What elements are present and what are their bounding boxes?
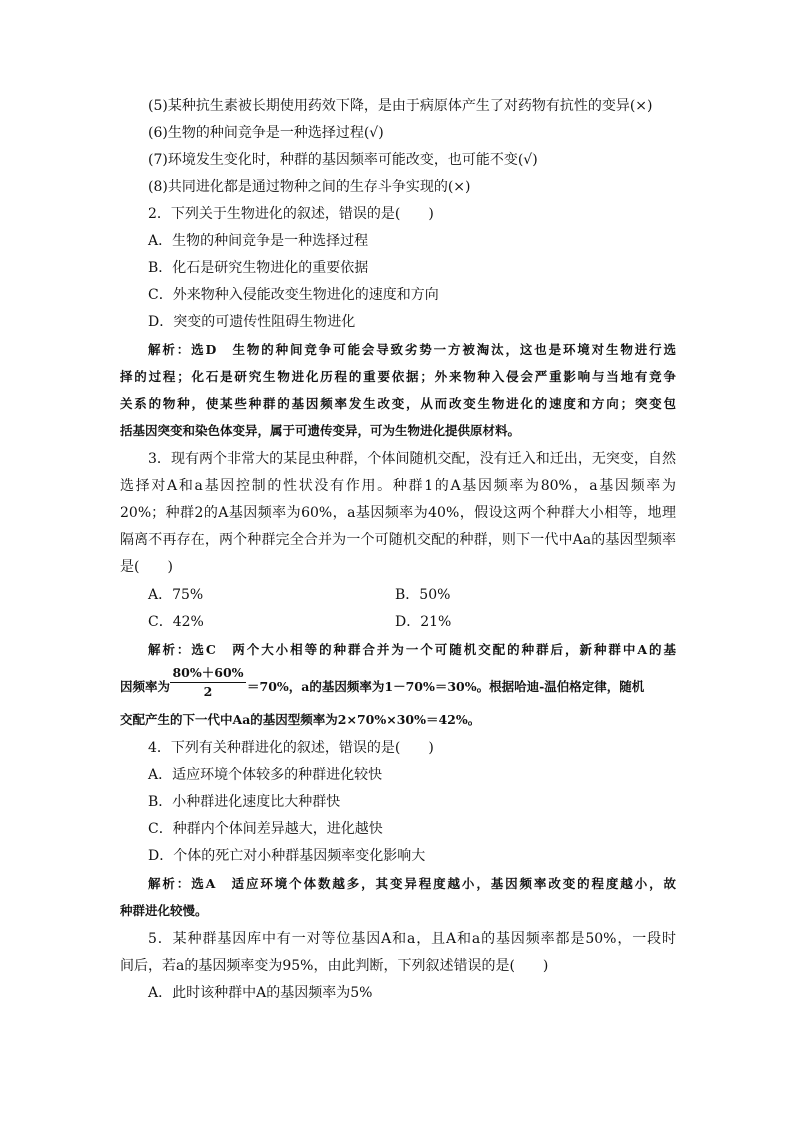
question-2-solution-line-3: 关系的物种，使某些种群的基因频率发生改变，从而改变生物进化的速度和方向；突变包 (120, 396, 676, 411)
statement-8: (8)共同进化都是通过物种之间的生存斗争实现的(×) (148, 179, 471, 195)
question-3-option-a: A．75% (148, 587, 204, 603)
question-2-stem: 2．下列关于生物进化的叙述，错误的是( ) (148, 206, 434, 222)
question-4-stem: 4．下列有关种群进化的叙述，错误的是( ) (148, 740, 434, 756)
question-4-option-b: B．小种群进化速度比大种群快 (148, 794, 341, 810)
question-4-option-d: D．个体的死亡对小种群基因频率变化影响大 (148, 848, 426, 864)
question-2-option-a: A．生物的种间竞争是一种选择过程 (148, 233, 369, 249)
question-2-solution-line-1: 解析：选D 生物的种间竞争可能会导致劣势一方被淘汰，这也是环境对生物进行选 (148, 342, 676, 357)
question-3-solution-line-2-end: ＝70%，a的基因频率为1－70%＝30%。根据哈迪-温伯格定律，随机 (247, 679, 645, 694)
question-3-solution-line-3: 交配产生的下一代中Aa的基因型频率为2×70%×30%＝42%。 (120, 712, 481, 727)
statement-5: (5)某种抗生素被长期使用药效下降，是由于病原体产生了对药物有抗性的变异(×) (148, 98, 653, 114)
question-3-option-d: D．21% (395, 614, 452, 630)
question-2-option-d: D．突变的可遗传性阻碍生物进化 (148, 314, 356, 330)
fraction (170, 665, 246, 700)
statement-7: (7)环境发生变化时，种群的基因频率可能改变，也可能不变(√) (148, 152, 538, 168)
fraction-numerator: 80%＋60% (170, 665, 246, 683)
question-5-option-a: A．此时该种群中A的基因频率为5% (148, 985, 373, 1001)
question-2-solution-line-4: 括基因突变和染色体变异，属于可遗传变异，可为生物进化提供原材料。 (120, 423, 521, 438)
fraction-denominator: 2 (203, 684, 213, 699)
question-4-solution-line-2: 种群进化较慢。 (120, 903, 208, 918)
question-3-stem-line-5: 是( ) (120, 559, 173, 575)
question-5-stem-line-1: 5．某种群基因库中有一对等位基因A和a，且A和a的基因频率都是50%，一段时 (148, 931, 676, 947)
question-4-option-c: C．种群内个体间差异越大，进化越快 (148, 821, 383, 837)
question-3-stem-line-2: 选择对A和a基因控制的性状没有作用。种群1的A基因频率为80%，a基因频率为 (120, 478, 676, 494)
question-2-option-c: C．外来物种入侵能改变生物进化的速度和方向 (148, 287, 439, 303)
question-3-solution-line-2-start: 因频率为 (120, 679, 171, 694)
question-3-stem-line-4: 隔离不再存在，两个种群完全合并为一个可随机交配的种群，则下一代中Aa的基因型频率 (120, 532, 676, 548)
question-3-stem-line-3: 20%；种群2的A基因频率为60%，a基因频率为40%，假设这两个种群大小相等，地理 (120, 505, 676, 521)
statement-6: (6)生物的种间竞争是一种选择过程(√) (148, 125, 384, 141)
question-4-option-a: A．适应环境个体较多的种群进化较快 (148, 767, 383, 783)
question-2-option-b: B．化石是研究生物进化的重要依据 (148, 260, 369, 276)
question-5-stem-line-2: 间后，若a的基因频率变为95%，由此判断，下列叙述错误的是( ) (120, 958, 549, 974)
question-3-option-c: C．42% (148, 614, 204, 630)
question-2-solution-line-2: 择的过程；化石是研究生物进化历程的重要依据；外来物种入侵会严重影响与当地有竞争 (120, 369, 676, 384)
question-4-solution-line-1: 解析：选A 适应环境个体数越多，其变异程度越小，基因频率改变的程度越小，故 (148, 876, 676, 891)
question-3-stem-line-1: 3．现有两个非常大的某昆虫种群，个体间随机交配，没有迁入和迁出，无突变，自然 (148, 451, 676, 467)
question-3-solution-line-1: 解析：选C 两个大小相等的种群合并为一个可随机交配的种群后，新种群中A的基 (148, 642, 676, 657)
question-3-option-b: B．50% (395, 587, 451, 603)
